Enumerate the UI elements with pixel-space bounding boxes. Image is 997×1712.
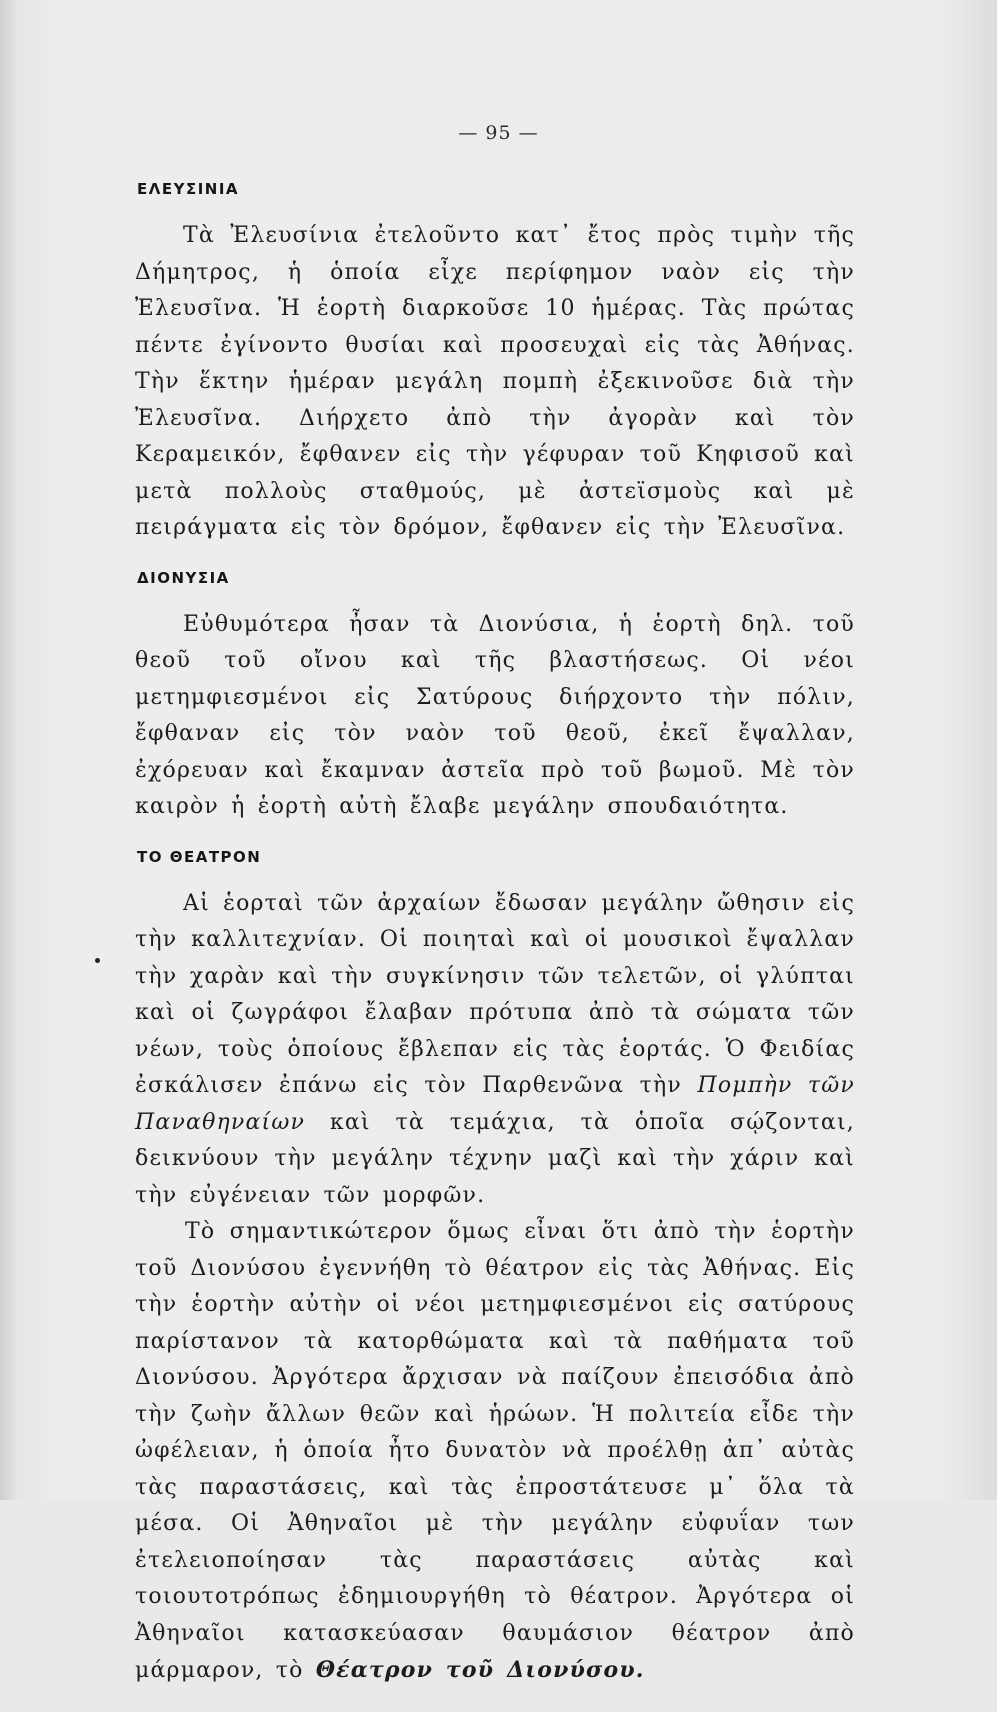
italic-title: Πομπὴν τῶν Παναθηναίων: [135, 1073, 855, 1135]
paragraph-text: Τὸ σημαντικώτερον ὅμως εἶναι ὅτι ἀπὸ τὴν ἑορτὴν τοῦ Διονύσου ἐγεννήθη τὸ θέατρον εἰς τὰς Ἀθήνας. Εἰς τὴν ἑορτὴν αὐτὴν οἱ νέοι μετημφιεσμένοι εἰς σατύρους παρίστανον τὰ κατορθώματα καὶ τὰ παθήματα τοῦ Διονύσου. Ἀργότερα ἄρχισαν νὰ παίζουν ἐπεισόδια ἀπὸ τὴν ζωὴν ἄλλων θεῶν καὶ ἡρώων. Ἡ πολιτεία εἶδε τὴν ὠφέλειαν, ἡ ὁποία ἦτο δυνατὸν νὰ προέλθῃ ἀπ᾽ αὐτὰς τὰς παραστάσεις, καὶ τὰς ἐπροστάτευσε μ᾽ ὅλα τὰ μέσα. Οἱ Ἀθηναῖοι μὲ τὴν μεγάλην εὐφυΐαν των ἐτελειοποίησαν τὰς παραστάσεις αὐτὰς καὶ τοιουτοτρόπως ἐδημιουργήθη τὸ θέατρον. Ἀργότερα οἱ Ἀθηναῖοι κατασκεύασαν θαυμάσιον θέατρον ἀπὸ μάρμαρον, τὸ: [135, 1219, 855, 1683]
section-heading: ΤΟ ΘΕΑΤΡΟΝ: [137, 847, 262, 866]
section-theatre: [135, 848, 855, 1690]
paragraph: [135, 886, 855, 1215]
emphasized-title: Θέατρον τοῦ Διονύσου.: [315, 1657, 645, 1683]
section-dionysia: [135, 569, 855, 826]
paragraph: Εὐθυμότερα ἦσαν τὰ Διονύσια, ἡ ἑορτὴ δηλ. τοῦ θεοῦ τοῦ οἴνου καὶ τῆς βλαστήσεως. Οἱ νέοι μετημφιεσμένοι εἰς Σατύρους διήρχοντο τὴν πόλιν, ἔφθαναν εἰς τὸν ναὸν τοῦ θεοῦ, ἐκεῖ ἔψαλλαν, ἐχόρευαν καὶ ἔκαμναν ἀστεῖα πρὸ τοῦ βωμοῦ. Μὲ τὸν καιρὸν ἡ ἑορτὴ αὐτὴ ἔλαβε μεγάλην σπουδαιότητα.: [135, 611, 855, 819]
margin-mark: [95, 958, 100, 963]
page-body: [135, 180, 855, 1712]
paragraph: Τὰ Ἐλευσίνια ἐτελοῦντο κατ᾽ ἔτος πρὸς τιμὴν τῆς Δήμητρος, ἡ ὁποία εἶχε περίφημον ναὸν εἰς τὴν Ἐλευσῖνα. Ἡ ἑορτὴ διαρκοῦσε 10 ἡμέρας. Τὰς πρώτας πέντε ἐγίνοντο θυσίαι καὶ προσευχαὶ εἰς τὰς Ἀθήνας. Τὴν ἕκτην ἡμέραν μεγάλη πομπὴ ἐξεκινοῦσε διὰ τὴν Ἐλευσῖνα. Διήρχετο ἀπὸ τὴν ἀγορὰν καὶ τὸν Κεραμεικόν, ἔφθανεν εἰς τὴν γέφυραν τοῦ Κηφισοῦ καὶ μετὰ πολλοὺς σταθμούς, μὲ ἀστεϊσμοὺς καὶ μὲ πειράγματα εἰς τὸν δρόμον, ἔφθανεν εἰς τὴν Ἐλευσῖνα.: [135, 223, 855, 540]
section-eleusinia: [135, 180, 855, 547]
section-heading: ΔΙΟΝΥΣΙΑ: [137, 568, 230, 587]
section-heading: ΕΛΕΥΣΙΝΙΑ: [137, 180, 240, 198]
paragraph: [135, 1214, 855, 1690]
page-number: — 95 —: [458, 122, 539, 144]
paragraph-text: καὶ τὰ τεμάχια, τὰ ὁποῖα σῴζονται, δεικνύουν τὴν μεγάλην τέχνην μαζὶ καὶ τὴν χάριν καὶ τὴν εὐγένειαν τῶν μορφῶν.: [135, 1109, 855, 1208]
paragraph-text: Αἱ ἑορταὶ τῶν ἀρχαίων ἔδωσαν μεγάλην ὤθησιν εἰς τὴν καλλιτεχνίαν. Οἱ ποιηταὶ καὶ οἱ μουσικοὶ ἔψαλλαν τὴν χαρὰν καὶ τὴν συγκίνησιν τῶν τελετῶν, οἱ γλύπται καὶ οἱ ζωγράφοι ἔλαβαν πρότυπα ἀπὸ τὰ σώματα τῶν νέων, τοὺς ὁποίους ἔβλεπαν εἰς τὰς ἑορτάς. Ὁ Φειδίας ἐσκάλισεν ἐπάνω εἰς τὸν Παρθενῶνα τὴν: [135, 890, 855, 1098]
